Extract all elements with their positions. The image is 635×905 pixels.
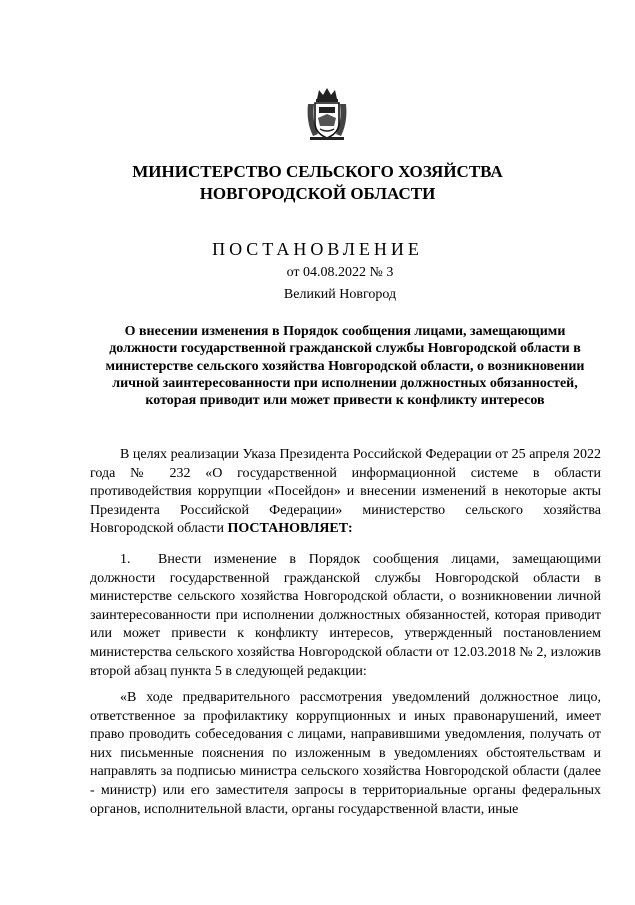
coat-of-arms-icon	[304, 86, 350, 142]
ministry-name	[0, 161, 635, 205]
document-subject: О внесении изменения в Порядок сообщения лицами, замещающими должности государственной гражданской службы Новгородской области в министерстве сельского хозяйства Новгородской области, о возникновении личной заинтересованности при исполнении должностных обязанностей, которая приводит или может привести к конфликту интересов	[105, 324, 585, 409]
ministry-line-1: МИНИСТЕРСТВО СЕЛЬСКОГО ХОЗЯЙСТВА	[132, 162, 503, 181]
document-city: Великий Новгород	[283, 287, 397, 302]
item-1-text: Внести изменение в Порядок сообщения лицами, замещающими должности государственной гражданской службы Новгородской области в министерстве сельского хозяйства Новгородской области, о возникновении личной заинтересованности при исполнении должностных обязанностей, которая приводит или может привести к конфликту интересов, утвержденный постановлением министерства сельского хозяйства Новгородской области от 12.03.2018 № 2, изложив второй абзац пункта 5 в следующей редакции:	[90, 552, 601, 679]
quoted-paragraph: «В ходе предварительного рассмотрения уведомлений должностное лицо, ответственное за профилактику коррупционных и иных правонарушений, имеет право проводить собеседования с лицами, направившими уведомления, получать от них письменные пояснения по изложенным в уведомлениях обстоятельствам и направлять за подписью министра сельского хозяйства Новгородской области (далее - министр) или его заместителя запросы в территориальные органы федеральных органов, исполнительной власти, органы государственной власти, иные	[90, 690, 601, 817]
document-type: ПОСТАНОВЛЕНИЕ	[212, 239, 423, 259]
item-number: 1.	[120, 552, 131, 567]
item-1-paragraph	[90, 551, 601, 681]
ministry-line-2: НОВГОРОДСКОЙ ОБЛАСТИ	[199, 184, 436, 203]
preamble-keyword: ПОСТАНОВЛЯЕТ:	[227, 521, 353, 537]
preamble-text: В целях реализации Указа Президента Российской Федерации от 25 апреля 2022 года № 232 «О государственной информационной системе в области противодействия коррупции «Посейдон» и внесении изменений в некоторые акты Президента Российской Федерации» министерство сельского хозяйства Новгородской области	[90, 447, 601, 537]
preamble-paragraph	[90, 446, 601, 539]
document-date: от 04.08.2022 № 3	[286, 265, 394, 280]
